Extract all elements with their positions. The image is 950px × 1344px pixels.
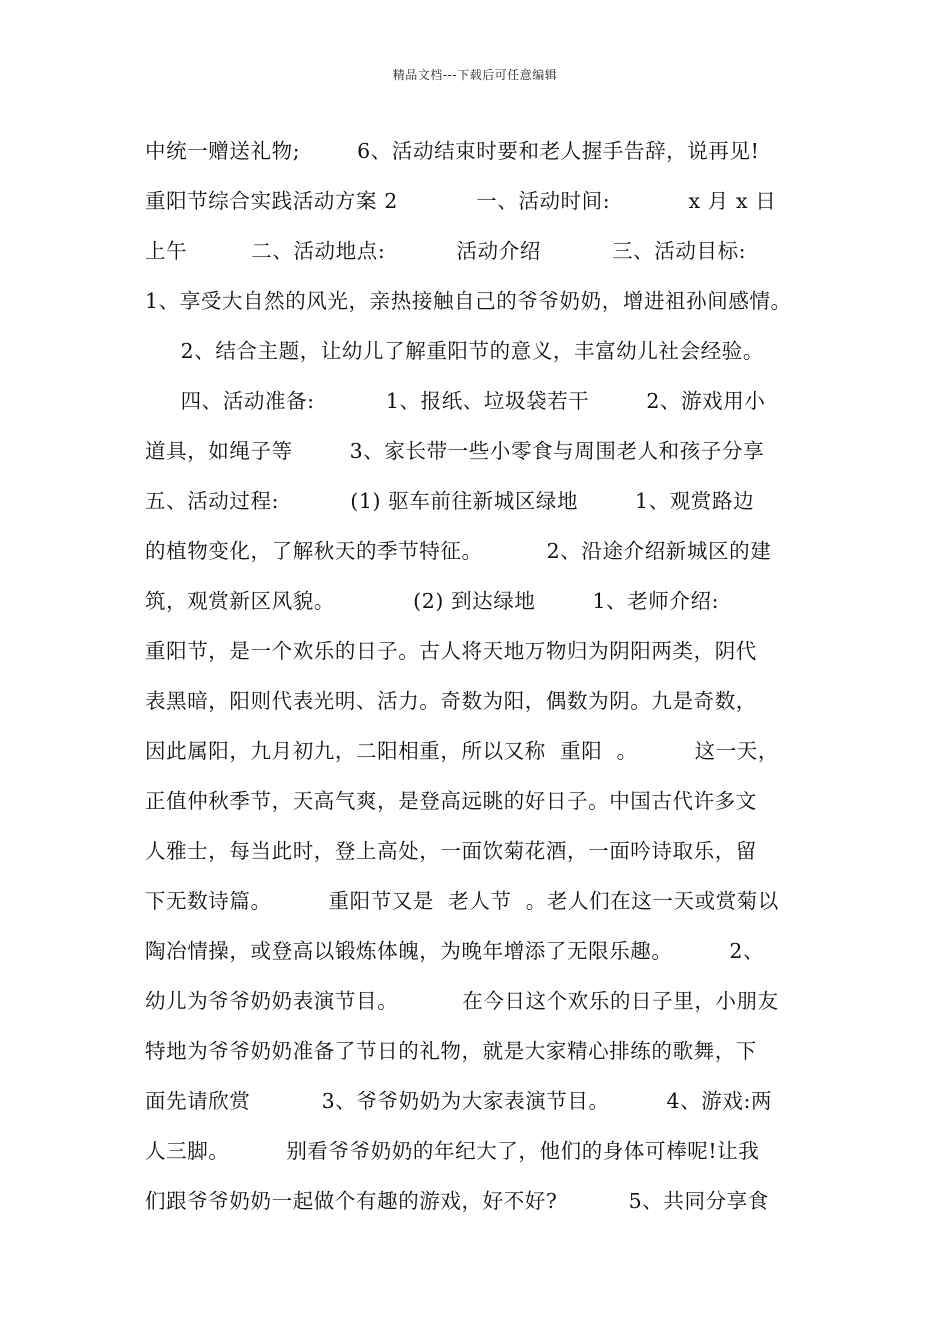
text-line: 们跟爷爷奶奶一起做个有趣的游戏，好不好? 5、共同分享食 [145,1189,769,1213]
text-line: 表黑暗，阳则代表光明、活力。奇数为阳，偶数为阴。九是奇数， [145,689,757,713]
text-line: 四、活动准备: 1、报纸、垃圾袋若干 2、游戏用小 [145,389,766,413]
text-line: 下无数诗篇。 重阳节又是 老人节 。老人们在这一天或赏菊以 [145,889,779,913]
page-header: 精品文档---下载后可任意编辑 [392,68,558,82]
text-line: 重阳节综合实践活动方案 2 一、活动时间: x 月 x 日 [145,189,777,213]
text-line: 面先请欣赏 3、爷爷奶奶为大家表演节目。 4、游戏:两 [145,1089,773,1113]
text-line: 的植物变化，了解秋天的季节特征。 2、沿途介绍新城区的建 [145,539,772,563]
text-line: 道具，如绳子等 3、家长带一些小零食与周围老人和孩子分享 [145,439,765,463]
text-line: 人三脚。 别看爷爷奶奶的年纪大了，他们的身体可棒呢!让我 [145,1139,760,1163]
text-line: 2、结合主题，让幼儿了解重阳节的意义，丰富幼儿社会经验。 [145,339,764,363]
text-line: 幼儿为爷爷奶奶表演节目。 在今日这个欢乐的日子里，小朋友 [145,989,779,1013]
text-line: 人雅士，每当此时，登上高处，一面饮菊花酒，一面吟诗取乐，留 [145,839,757,863]
text-line: 中统一赠送礼物; 6、活动结束时要和老人握手告辞，说再见! [145,139,760,163]
document-body [145,131,825,1231]
text-line: 筑，观赏新区风貌。 (2) 到达绿地 1、老师介绍: [145,589,720,613]
text-line: 五、活动过程: (1) 驱车前往新城区绿地 1、观赏路边 [145,489,755,513]
text-line: 特地为爷爷奶奶准备了节日的礼物，就是大家精心排练的歌舞，下 [145,1039,757,1063]
text-line: 重阳节，是一个欢乐的日子。古人将天地万物归为阴阳两类，阴代 [145,639,757,663]
text-line: 1、享受大自然的风光，亲热接触自己的爷爷奶奶，增进祖孙间感情。 [145,289,792,313]
text-line: 陶冶情操，或登高以锻炼体魄，为晚年增添了无限乐趣。 2、 [145,939,765,963]
text-line: 因此属阳，九月初九，二阳相重，所以又称 重阳 。 这一天， [145,739,779,763]
text-line: 正值仲秋季节，天高气爽，是登高远眺的好日子。中国古代许多文 [145,789,757,813]
text-line: 上午 二、活动地点: 活动介绍 三、活动目标: [145,239,747,263]
